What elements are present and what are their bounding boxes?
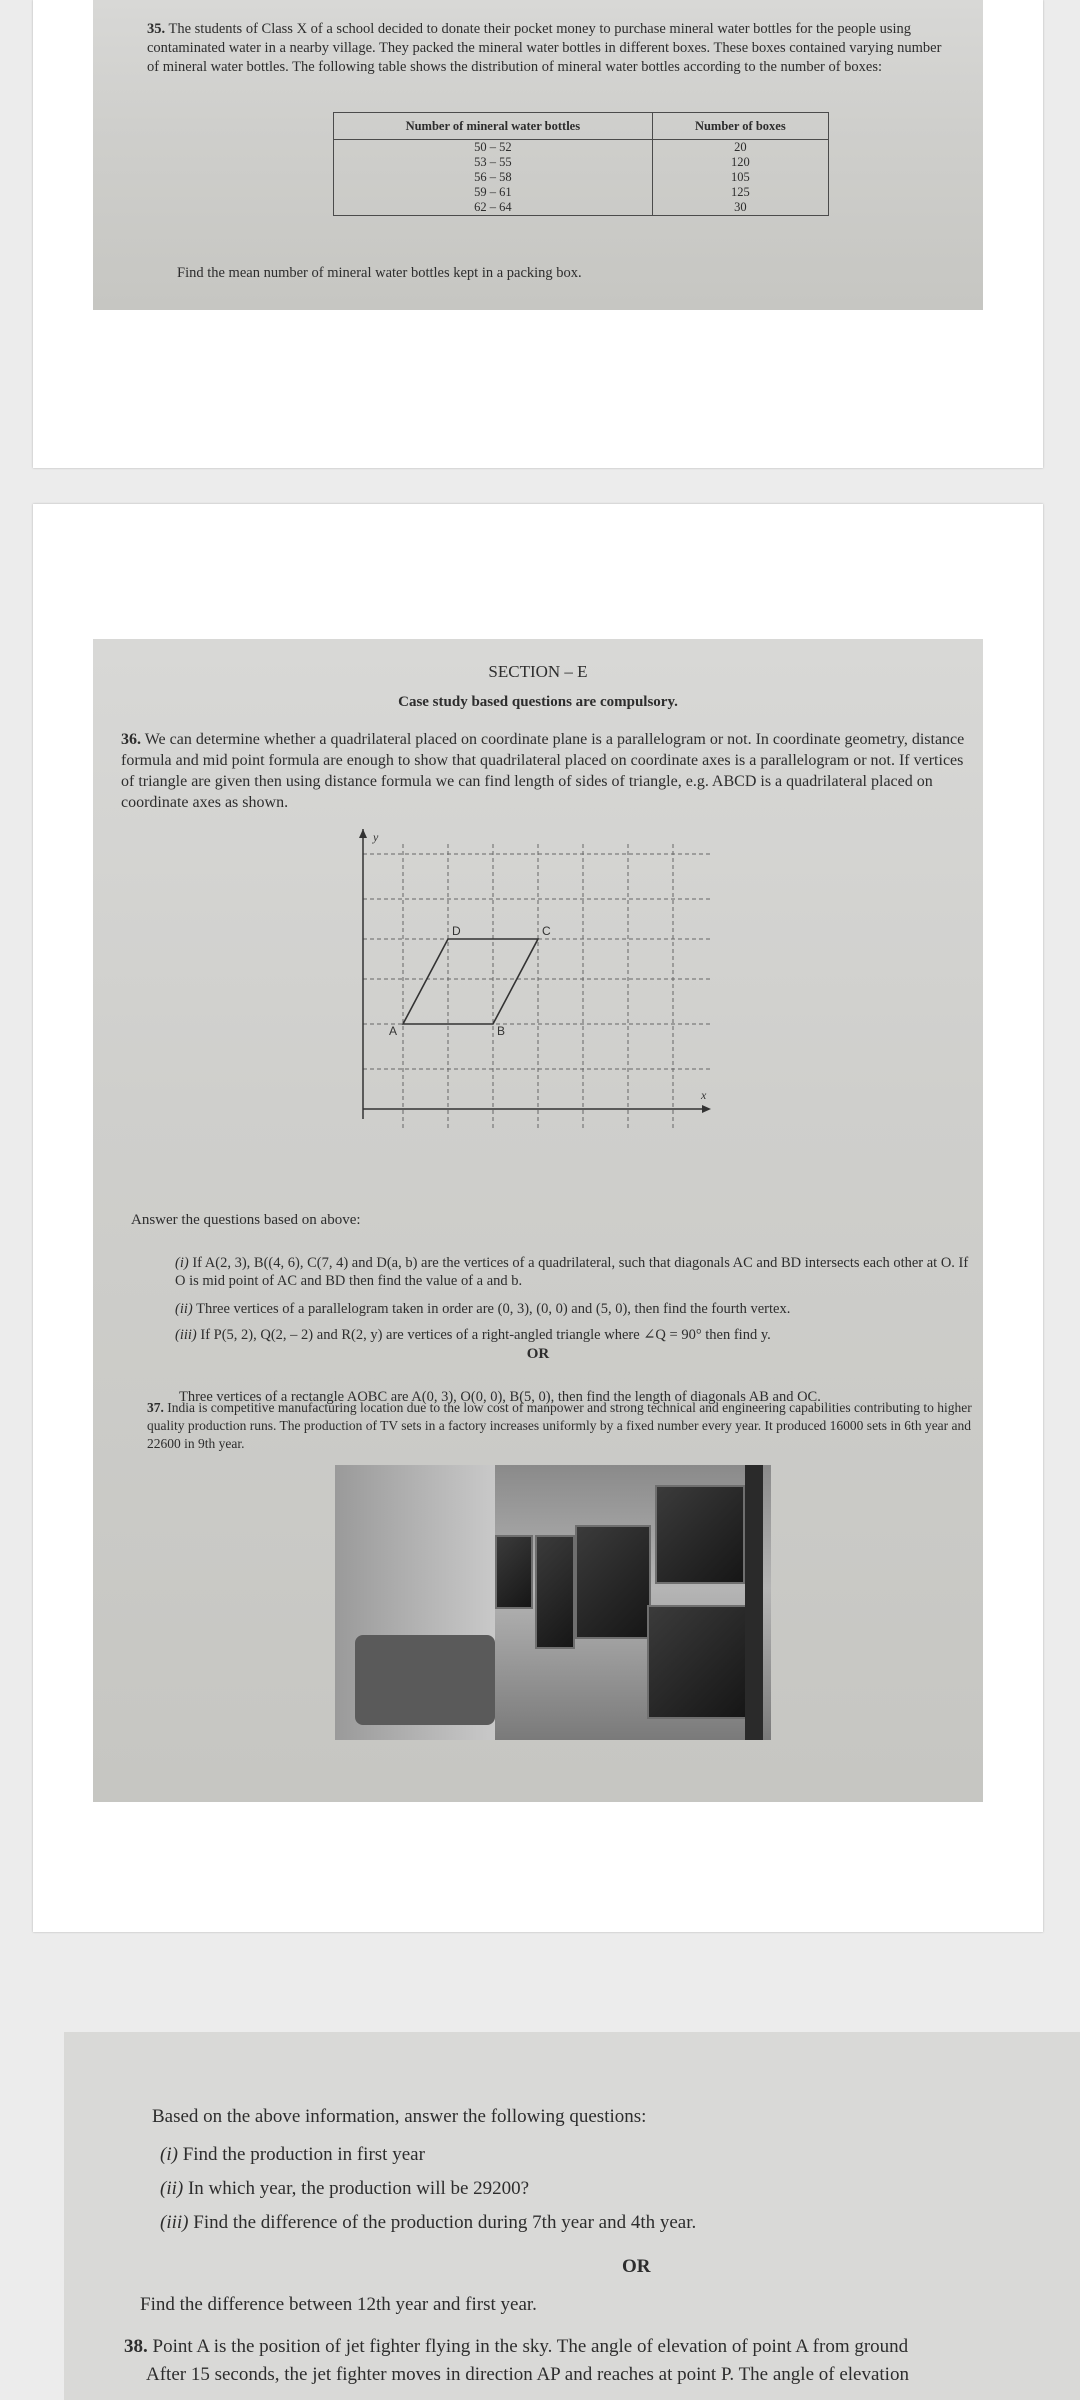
question-body: Point A is the position of jet fighter flying in the sky. The angle of elevation of point A from ground (152, 2336, 909, 2357)
coordinate-graph (353, 829, 723, 1129)
part-number: (i) (160, 2144, 178, 2165)
part-text: If A(2, 3), B((4, 6), C(7, 4) and D(a, b) are the vertices of a quadrilateral, such that diagonals AC and BD intersects each other at O. If O is mid point of AC and BD then find the value of a and b. (175, 1254, 969, 1290)
part-number: (ii) (175, 1300, 193, 1317)
table-cell: 105 (652, 170, 828, 185)
tv-screen (575, 1525, 651, 1639)
section-subtitle: Case study based questions are compulsory. (398, 694, 678, 710)
vertex-label-b: B (497, 1024, 506, 1038)
page-3 (64, 2032, 1080, 2400)
question-36-part-2 (175, 1300, 975, 1319)
page-1 (33, 0, 1043, 468)
tv-screen (535, 1535, 575, 1649)
question-body: India is competitive manufacturing location due to the low cost of manpower and strong technical and engineering capabilities contributing to higher quality production runs. The production of TV sets in a factory increases uniformly by a fixed number every year. It produced 16000 sets in 6th year and 22600 in 9th year. (147, 1400, 972, 1451)
question-35-text (147, 20, 947, 77)
y-axis-label: y (373, 830, 379, 844)
distribution-table (333, 112, 829, 216)
question-37-intro: Based on the above information, answer the following questions: (152, 2106, 647, 2127)
question-36-part-1 (175, 1254, 975, 1292)
or-separator: OR (526, 1346, 550, 1362)
part-number: (i) (175, 1254, 189, 1271)
question-35-photo (93, 0, 983, 310)
page-2 (33, 504, 1043, 1932)
tv-screen (655, 1485, 745, 1584)
pillar (745, 1465, 763, 1740)
table-cell: 125 (652, 185, 828, 200)
parallelogram-abcd (403, 939, 538, 1024)
table-cell: 56 – 58 (334, 170, 653, 185)
section-e-photo (93, 639, 983, 1802)
table-cell: 59 – 61 (334, 185, 653, 200)
showroom-desk (355, 1635, 495, 1725)
table-cell: 53 – 55 (334, 155, 653, 170)
or-separator: OR (622, 2256, 651, 2277)
tv-showroom-image (335, 1465, 771, 1740)
question-number: 37. (147, 1400, 164, 1415)
table-row (334, 140, 829, 156)
question-number: 36. (121, 731, 141, 748)
question-38-text-line-2: After 15 seconds, the jet fighter moves in direction AP and reaches at point P. The angle of elevation (146, 2364, 909, 2385)
table-header: Number of boxes (652, 113, 828, 140)
table-row (334, 155, 829, 170)
vertex-label-c: C (542, 924, 551, 938)
part-number: (iii) (175, 1326, 197, 1343)
table-cell: 20 (652, 140, 828, 156)
part-text: Find the difference of the production during 7th year and 4th year. (193, 2212, 697, 2233)
part-text: Find the production in first year (182, 2144, 425, 2165)
vertex-label-d: D (452, 924, 461, 938)
table-cell: 62 – 64 (334, 200, 653, 216)
question-number: 38. (124, 2336, 148, 2357)
section-title: SECTION – E (488, 662, 588, 681)
part-text: If P(5, 2), Q(2, – 2) and R(2, y) are vertices of a right-angled triangle where ∠Q = 90° then find y. (200, 1326, 771, 1343)
question-36-text (121, 729, 973, 813)
part-text: Three vertices of a parallelogram taken in order are (0, 3), (0, 0) and (5, 0), then find the fourth vertex. (196, 1300, 791, 1317)
question-36-alternative: Three vertices of a rectangle AOBC are A(0, 3), O(0, 0), B(5, 0), then find the length of diagonals AB and OC. (179, 1388, 821, 1405)
x-axis-arrow (702, 1105, 711, 1113)
tv-screen (647, 1605, 747, 1719)
question-35-prompt: Find the mean number of mineral water bottles kept in a packing box. (177, 265, 582, 281)
table-header: Number of mineral water bottles (334, 113, 653, 140)
table-row (334, 185, 829, 200)
question-37-part-2 (160, 2176, 529, 2201)
table-cell: 30 (652, 200, 828, 216)
question-body: The students of Class X of a school decided to donate their pocket money to purchase mineral water bottles for the people using contaminated water in a nearby village. They packed the mineral water bottles in different boxes. These boxes contained varying number of mineral water bottles. The following table shows the distribution of mineral water bottles according to the number of boxes: (147, 21, 942, 76)
y-axis-arrow (359, 829, 367, 838)
table-header-row (334, 113, 829, 140)
question-37-part-1 (160, 2142, 425, 2167)
question-38-text (124, 2334, 1080, 2359)
answer-intro: Answer the questions based on above: (131, 1212, 361, 1228)
grid-lines (363, 844, 713, 1129)
tv-screen (495, 1535, 533, 1609)
table-row (334, 200, 829, 216)
x-axis-label: x (701, 1088, 707, 1102)
part-number: (iii) (160, 2212, 189, 2233)
question-37-alternative: Find the difference between 12th year and first year. (140, 2294, 537, 2315)
vertex-label-a: A (389, 1024, 398, 1038)
part-text: In which year, the production will be 29200? (187, 2178, 530, 2199)
question-36-part-3 (175, 1326, 975, 1345)
table-cell: 120 (652, 155, 828, 170)
table-row (334, 170, 829, 185)
table-cell: 50 – 52 (334, 140, 653, 156)
question-37-text (147, 1399, 977, 1452)
question-body: We can determine whether a quadrilateral placed on coordinate plane is a parallelogram or not. In coordinate geometry, distance formula and mid point formula are enough to show that quadrilateral placed on coordinate axes is a parallelogram or not. If vertices of triangle are given then using distance formula we can find length of sides of triangle, e.g. ABCD is a quadrilateral placed on coordinate axes as shown. (121, 731, 965, 812)
question-37-part-3 (160, 2210, 696, 2235)
question-number: 35. (147, 21, 166, 37)
part-number: (ii) (160, 2178, 184, 2199)
